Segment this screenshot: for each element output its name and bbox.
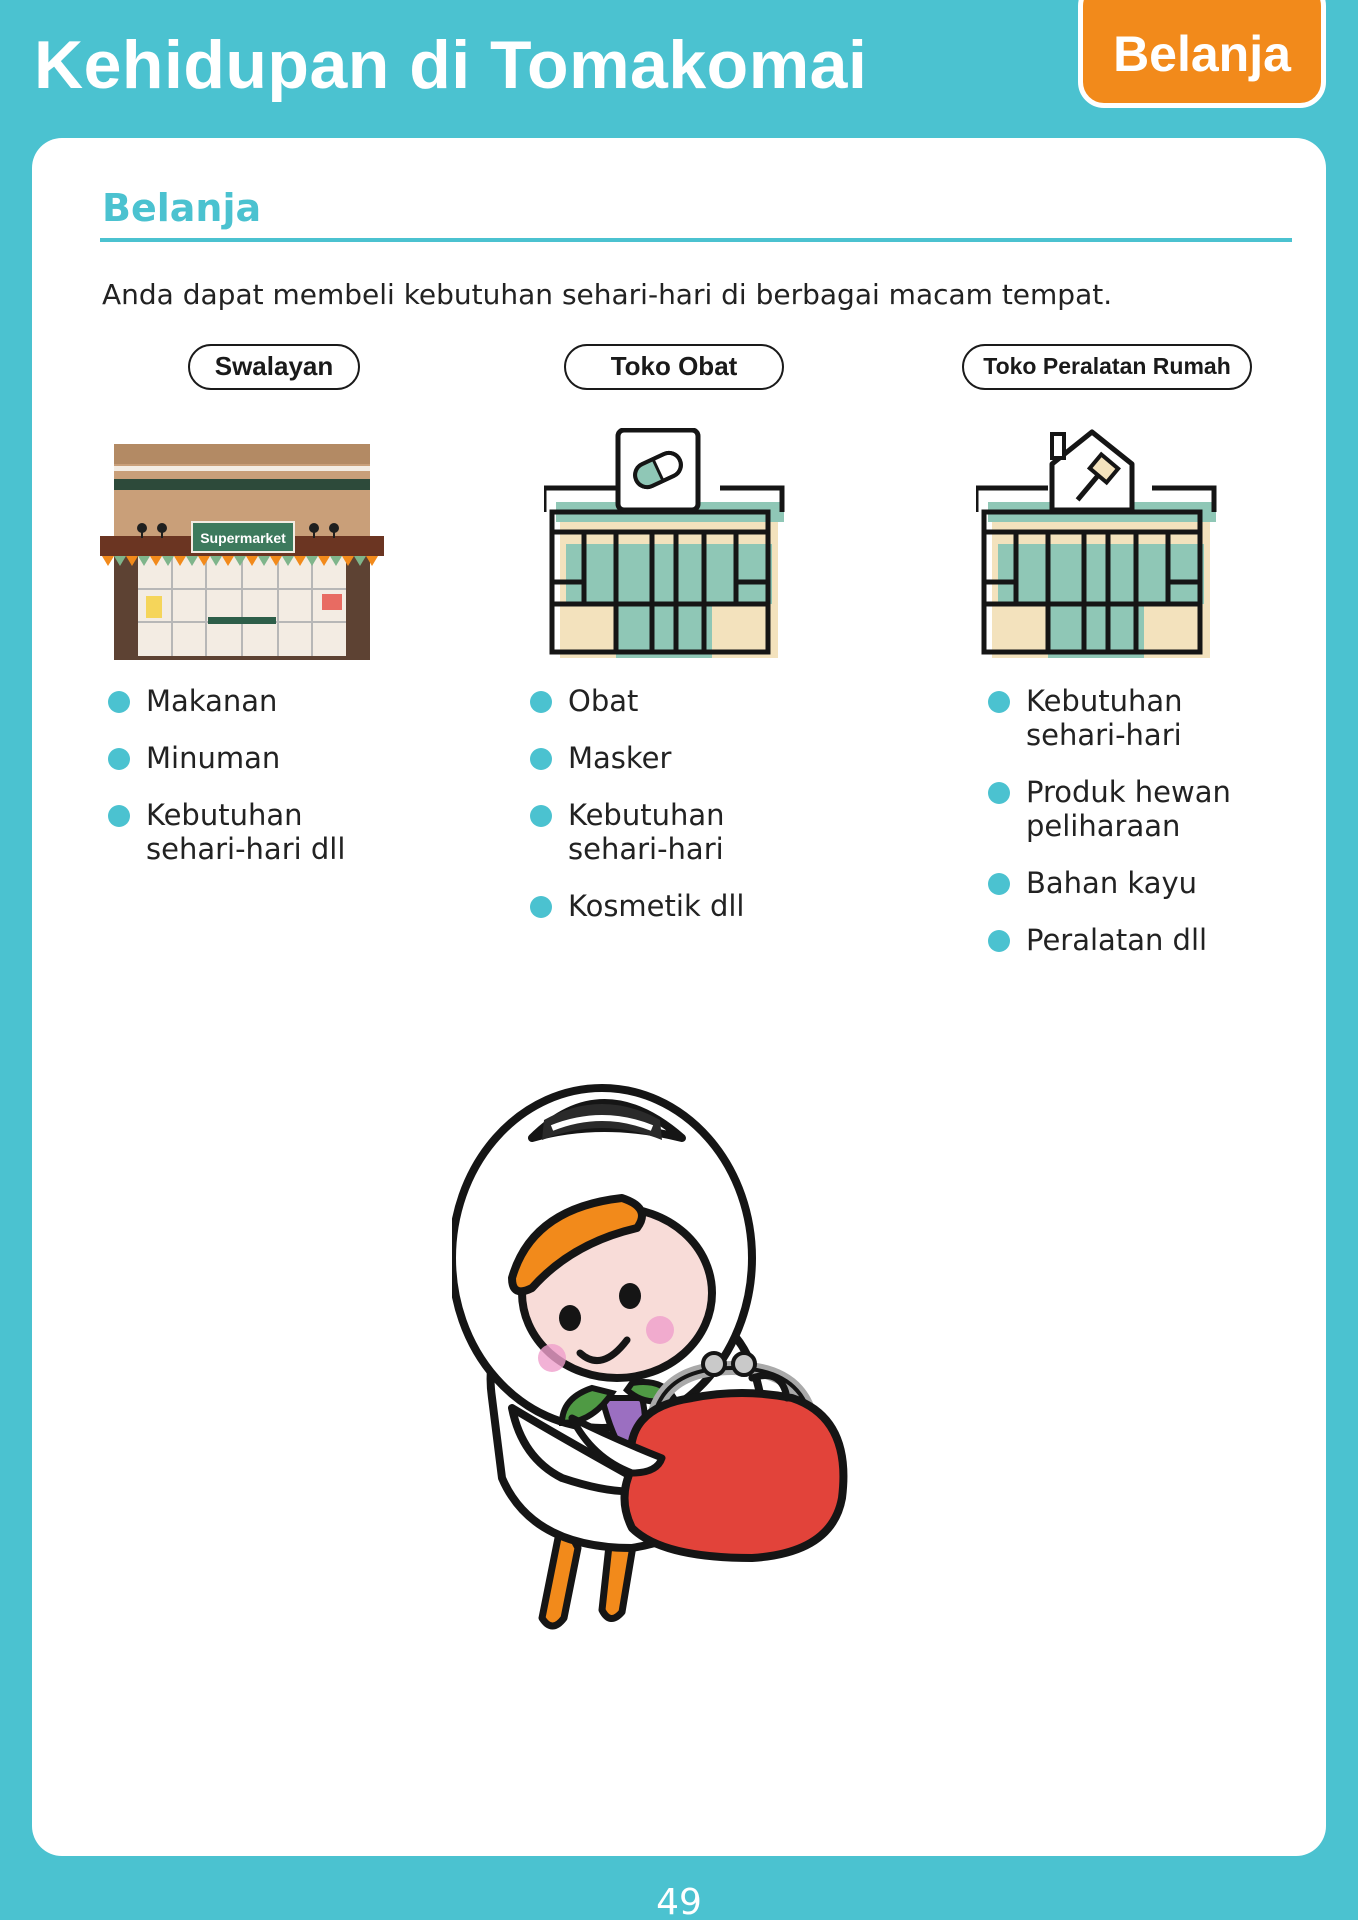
list-item: Kebutuhan sehari-hari dll [108, 798, 468, 866]
page-title: Kehidupan di Tomakomai [34, 27, 868, 103]
list-item: Makanan [108, 684, 468, 718]
dot-icon [108, 691, 130, 713]
page-number: 49 [656, 1882, 702, 1920]
list-item: Kebutuhan sehari-hari [988, 684, 1288, 752]
dot-icon [530, 896, 552, 918]
list-item: Peralatan dll [988, 923, 1288, 957]
dot-icon [108, 805, 130, 827]
section-title: Belanja [102, 186, 262, 230]
list-item: Bahan kayu [988, 866, 1288, 900]
dot-icon [988, 930, 1010, 952]
list-item: Obat [530, 684, 900, 718]
list-item: Kebutuhan sehari-hari [530, 798, 900, 866]
list-item: Minuman [108, 741, 468, 775]
supermarket-sign: Supermarket [200, 530, 286, 546]
store-label-drugstore: Toko Obat [564, 344, 784, 390]
category-tab [1078, 0, 1326, 108]
list-item: Produk hewan peliharaan [988, 775, 1288, 843]
section-divider [100, 238, 1292, 242]
category-tab-label: Belanja [1113, 26, 1291, 82]
dot-icon [988, 873, 1010, 895]
dot-icon [988, 782, 1010, 804]
dot-icon [530, 748, 552, 770]
content-card [32, 138, 1326, 1856]
dot-icon [988, 691, 1010, 713]
supermarket-item-list [108, 684, 468, 889]
store-label-supermarket: Swalayan [188, 344, 360, 390]
supermarket-icon [100, 444, 390, 670]
dot-icon [530, 805, 552, 827]
drugstore-icon [544, 428, 794, 660]
home-center-icon [976, 428, 1226, 660]
list-item: Kosmetik dll [530, 889, 900, 923]
purse-icon [625, 1393, 844, 1558]
dot-icon [530, 691, 552, 713]
home-center-item-list [988, 684, 1288, 980]
mascot-with-purse-illustration [452, 1078, 952, 1678]
list-item: Masker [530, 741, 900, 775]
store-label-home-center: Toko Peralatan Rumah [962, 344, 1252, 390]
dot-icon [108, 748, 130, 770]
drugstore-item-list [530, 684, 900, 946]
intro-text: Anda dapat membeli kebutuhan sehari-hari di berbagai macam tempat. [102, 278, 1113, 311]
